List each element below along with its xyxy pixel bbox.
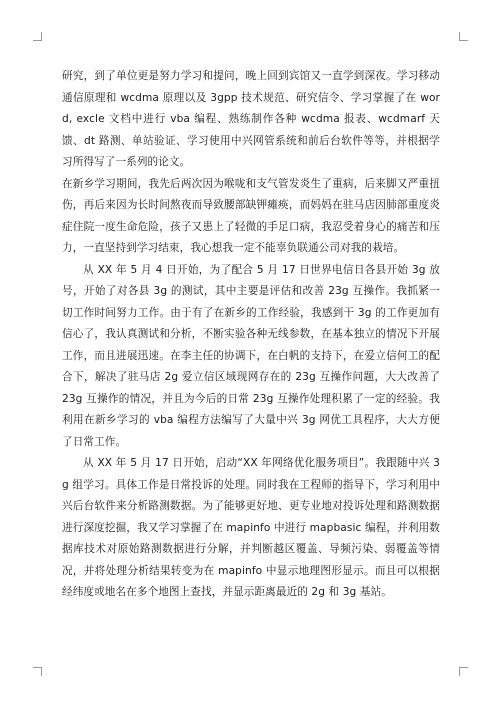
crop-mark-top-left <box>33 32 42 41</box>
crop-mark-top-right <box>459 32 468 41</box>
paragraph-illness-hardship: 在新乡学习期间，我先后两次因为喉咙和支气管发炎生了重病，后来脚又严重扭伤，再后来因为长时间熬夜而导致腰部缺钾瘫痪，而妈妈在驻马店因肺部重度炎症住院一度生命危险，孩子又患上了轻微的手足口病，我忍受着身心的痛苦和压力，一直坚持到学习结束，我心想我一定不能辜负联通公司对我的栽培。 <box>62 177 440 254</box>
paragraph-3g-testing: 从 XX 年 5 月 4 日开始，为了配合 5 月 17 日世界电信日各县开始 3g 放号，开始了对各县 3g 的测试，其中主要是评估和改善 23g 互操作。我抓紧一切工作时间努力工作。由于有了在新乡的工作经验，我感到干 3g 的工作更加有信心了，我认真测试和分析，不断实验各种无线参数，在基本独立的情况下开展工作，而且进展迅速。在李主任的协调下，在白帆的支持下，在爱立信何工的配合下，解决了驻马店 2g 爱立信区域现网存在的 23g 互操作问题，大大改善了 23g 互操作的情况，并且为今后的日常 23g 互操作处理积累了一定的经验。我利用在新乡学习的 vba 编程方法编写了大量中兴 3g 网优工具程序，大大方便了日常工作。 <box>62 263 440 448</box>
paragraph-network-optimization: 从 XX 年 5 月 17 日开始，启动“XX 年网络优化服务项目”。我跟随中兴 3g 组学习。具体工作是日常投诉的处理。同时我在工程师的指导下，学习利用中兴后台软件来分析路测数据。为了能够更好地、更专业地对投诉处理和路测数据进行深度挖掘，我又学习掌握了在 mapinfo 中进行 mapbasic 编程，并利用数据库技术对原始路测数据进行分解，并判断越区覆盖、导频污染、弱覆盖等情况，并将处理分析结果转变为在 mapinfo 中显示地理图形显示。而且可以根据经纬度或地名在多个地图上查找，并显示距离最近的 2g 和 3g 基站。 <box>62 457 440 598</box>
crop-mark-bottom-left <box>33 667 42 676</box>
paragraph-study-continuation: 研究，到了单位更是努力学习和提问，晚上回到宾馆又一直学到深夜。学习移动通信原理和 wcdma 原理以及 3gpp 技术规范、研究信令、学习掌握了在 word, excle 文档中进行 vba 编程、熟练制作各种 wcdma 报表、wcdmarf 天馈、dt 路测、单站验证、学习使用中兴网管系统和前后台软件等等，并根据学习所得写了一系列的论文。 <box>62 70 440 168</box>
document-body <box>62 66 440 604</box>
crop-mark-bottom-right <box>459 667 468 676</box>
